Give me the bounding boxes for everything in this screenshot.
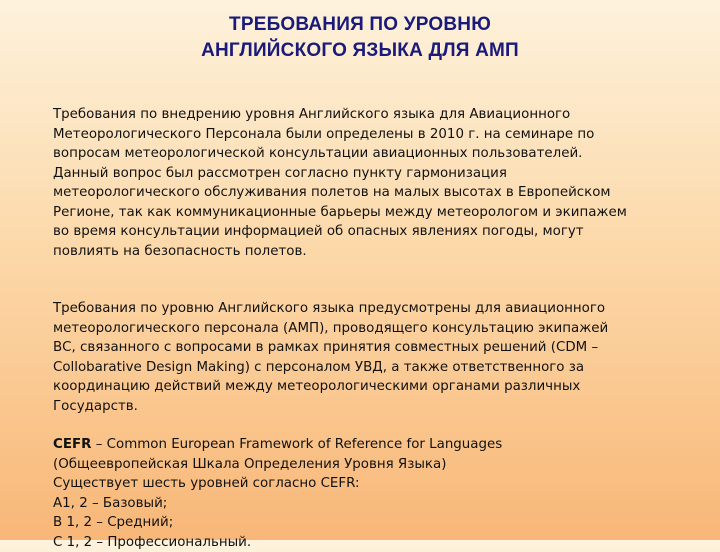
paragraph-1-line: повлиять на безопасность полетов. bbox=[53, 242, 653, 262]
cefr-level-item: C 1, 2 – Профессиональный. bbox=[53, 533, 653, 552]
cefr-translation: (Общеевропейская Шкала Определения Уровня Языка) bbox=[53, 455, 653, 475]
spacer bbox=[53, 416, 653, 435]
paragraph-1-line: вопросам метеорологической консультации авиационных пользователей. bbox=[53, 144, 653, 164]
cefr-level-item: B 1, 2 – Средний; bbox=[53, 513, 653, 533]
paragraph-2-line: координацию действий между метеорологическими органами различных bbox=[53, 377, 653, 397]
cefr-levels-intro: Существует шесть уровней согласно CEFR: bbox=[53, 474, 653, 494]
slide-title bbox=[0, 12, 720, 64]
paragraph-1-line: Требования по внедрению уровня Английского языка для Авиационного bbox=[53, 105, 653, 125]
paragraph-1-line: во время консультации информацией об опасных явлениях погоды, могут bbox=[53, 222, 653, 242]
paragraph-1-line: Метеорологического Персонала были определены в 2010 г. на семинаре по bbox=[53, 125, 653, 145]
paragraph-1-line: метеорологического обслуживания полетов на малых высотах в Европейском bbox=[53, 183, 653, 203]
paragraph-2 bbox=[53, 299, 653, 416]
title-line-2: АНГЛИЙСКОГО ЯЗЫКА ДЛЯ АМП bbox=[0, 38, 720, 64]
paragraph-2-line: Collobarative Design Making) с персоналом УВД, а также ответственного за bbox=[53, 358, 653, 378]
paragraph-2-line: Требования по уровню Английского языка предусмотрены для авиационного bbox=[53, 299, 653, 319]
cefr-definition-line bbox=[53, 435, 653, 455]
paragraph-2-line: Государств. bbox=[53, 397, 653, 417]
cefr-definition: – Common European Framework of Reference for Languages bbox=[91, 437, 502, 452]
title-line-1: ТРЕБОВАНИЯ ПО УРОВНЮ bbox=[0, 12, 720, 38]
cefr-level-item: A1, 2 – Базовый; bbox=[53, 494, 653, 514]
cefr-term: CEFR bbox=[53, 437, 91, 452]
slide-body bbox=[53, 86, 653, 552]
cefr-section bbox=[53, 435, 653, 552]
spacer bbox=[53, 280, 653, 299]
paragraph-2-line: ВС, связанного с вопросами в рамках принятия совместных решений (CDM – bbox=[53, 338, 653, 358]
paragraph-2-line: метеорологического персонала (АМП), проводящего консультацию экипажей bbox=[53, 319, 653, 339]
paragraph-1-line: Данный вопрос был рассмотрен согласно пункту гармонизация bbox=[53, 164, 653, 184]
paragraph-1-line: Регионе, так как коммуникационные барьеры между метеорологом и экипажем bbox=[53, 203, 653, 223]
